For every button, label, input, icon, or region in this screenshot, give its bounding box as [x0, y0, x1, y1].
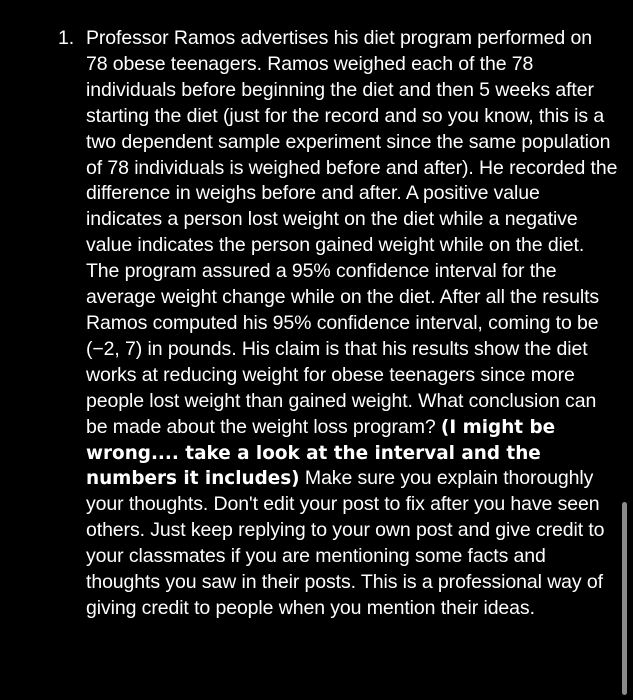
question-hint-bold: (I might be wrong.... take a look at the interval and the numbers it includes) [86, 416, 556, 490]
question-text-main: Professor Ramos advertises his diet program performed on 78 obese teenagers. Ramos weighed each of the 78 individuals before beginning the diet and then 5 weeks after starting the diet (just for the record and so you know, this is a two dependent sample experiment since the same population of 78 individuals is weighed before and after). He recorded the difference in weighs before and after. A positive value indicates a person lost weight on the diet while a negative value indicates the person gained weight while on the diet. The program assured a 95% confidence interval for the average weight change while on the diet. After all the results Ramos computed his 95% confidence interval, coming to be (−2, 7) in pounds. His claim is that his results show the diet works at reducing weight for obese teenagers since more people lost weight than gained weight. What conclusion can be made about the weight loss program? [86, 27, 618, 438]
question-block [58, 26, 618, 622]
question-text [86, 26, 618, 622]
question-instructions: Make sure you explain thoroughly your thoughts. Don't edit your post to fix after you have seen others. Just keep replying to your own post and give credit to your classmates if you are mentioning some facts and thoughts you saw in their posts. This is a professional way of giving credit to people when you mention their ideas. [86, 467, 605, 619]
question-number: 1. [58, 27, 75, 49]
scrollbar[interactable] [622, 502, 627, 695]
